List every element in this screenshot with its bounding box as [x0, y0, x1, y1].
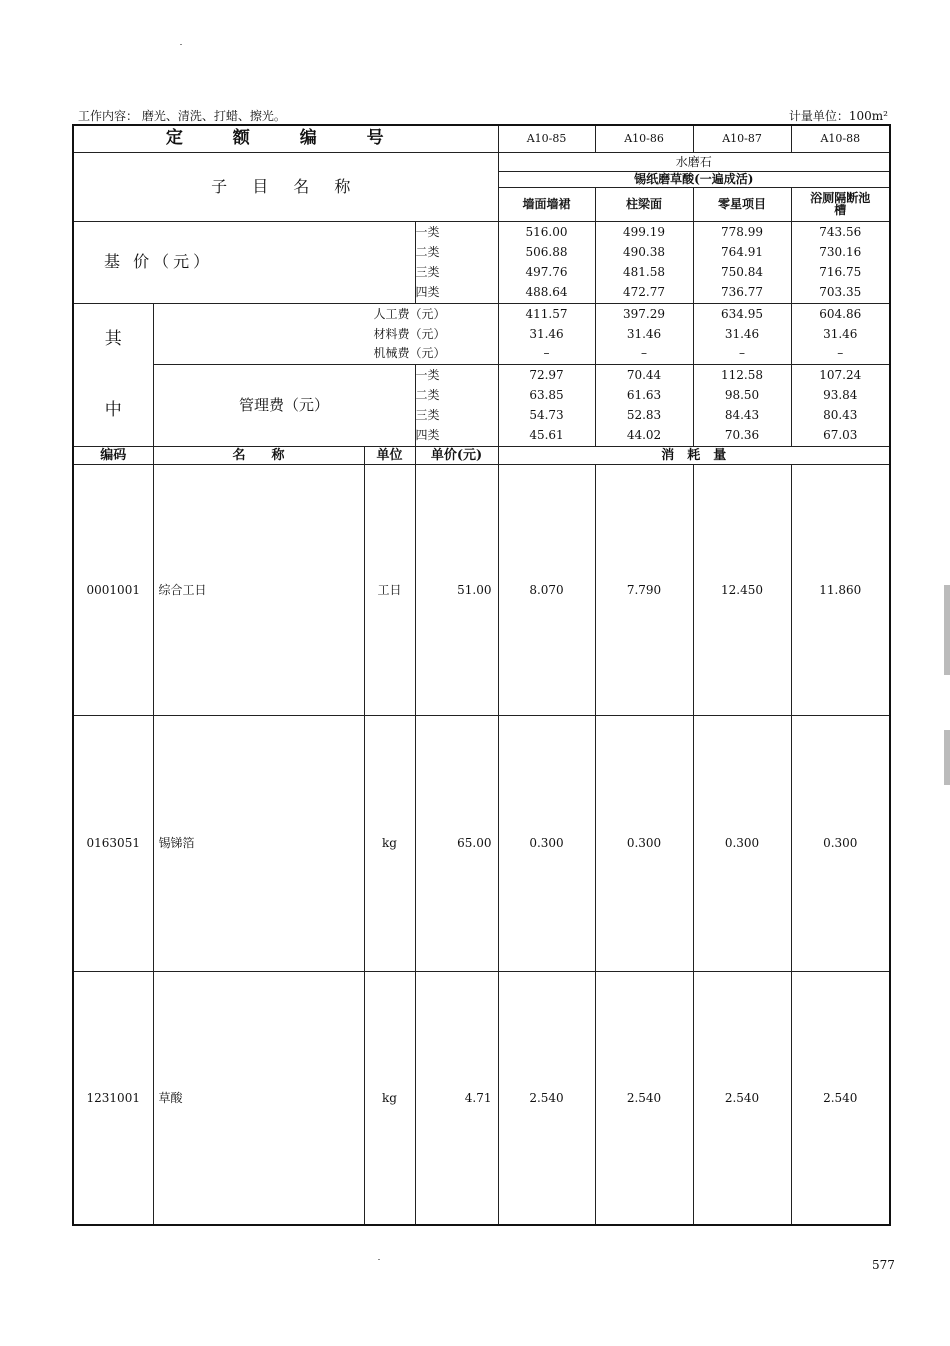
consumption-value: 2.540	[595, 971, 693, 1225]
mgmt-fee-row	[73, 365, 890, 447]
base-price-cell	[498, 221, 595, 303]
consumption-value: 0.300	[791, 716, 890, 972]
base-price-value: 703.35	[819, 284, 862, 299]
resource-row	[73, 971, 890, 1225]
resource-unit: kg	[364, 716, 415, 972]
consumption-value: 0.300	[693, 716, 791, 972]
quota-number-row	[73, 125, 890, 152]
labor-fee: 604.86	[819, 307, 862, 322]
consumption-value: 12.450	[693, 465, 791, 716]
resource-name: 草酸	[153, 971, 364, 1225]
base-price-value: 497.76	[525, 264, 568, 279]
resource-price: 51.00	[415, 465, 498, 716]
material-fee-label: 材料费（元）	[373, 326, 446, 341]
category: 水磨石	[498, 152, 890, 171]
resource-name: 锡锑箔	[153, 716, 364, 972]
resource-code: 0001001	[73, 465, 153, 716]
base-price-value: 490.38	[623, 244, 666, 259]
base-price-row	[73, 221, 890, 303]
mgmt-fee-cell	[791, 365, 890, 447]
resource-name: 综合工日	[153, 465, 364, 716]
mgmt-fee-value: 72.97	[529, 368, 564, 383]
mgmt-fee-value: 107.24	[819, 368, 862, 383]
class-label: 三类	[415, 264, 440, 279]
base-price-label: 基 价（元）	[73, 221, 415, 303]
class-label: 四类	[415, 284, 440, 299]
base-price-value: 736.77	[721, 284, 764, 299]
work-content: 工作内容： 磨光、清洗、打蜡、擦光。	[78, 109, 286, 123]
mgmt-fee-cell	[693, 365, 791, 447]
mgmt-fee-value: 84.43	[724, 408, 760, 423]
base-price-value: 481.58	[623, 264, 666, 279]
class-label: 二类	[415, 244, 440, 259]
item-name: 浴厕隔断池槽	[791, 187, 890, 221]
consumption-value: 2.540	[498, 971, 595, 1225]
of-which-char: 中	[104, 400, 122, 421]
item-name: 墙面墙裙	[498, 187, 595, 221]
item-name: 零星项目	[693, 187, 791, 221]
base-price-cell	[595, 221, 693, 303]
class-label: 一类	[415, 368, 440, 383]
scan-speck	[378, 1259, 380, 1260]
mgmt-fee-value: 44.02	[626, 427, 662, 442]
category-row	[73, 152, 890, 171]
resource-header-row	[73, 447, 890, 465]
base-price-value: 750.84	[721, 264, 764, 279]
machine-fee-label: 机械费（元）	[373, 345, 446, 360]
labor-fee: 634.95	[721, 307, 764, 322]
subcategory: 锡纸磨草酸(一遍成活)	[498, 171, 890, 187]
resource-unit: kg	[364, 971, 415, 1225]
fee-cell	[693, 303, 791, 364]
quota-code: A10-87	[693, 125, 791, 152]
labor-fee-label: 人工费（元）	[373, 307, 446, 322]
class-list	[415, 365, 498, 447]
fee-labels	[153, 303, 498, 364]
material-fee: 31.46	[823, 326, 858, 341]
col-unit-price: 单价(元)	[415, 447, 498, 465]
class-label: 二类	[415, 388, 440, 403]
page-number: 577	[872, 1258, 895, 1272]
resource-row	[73, 716, 890, 972]
resource-unit: 工日	[364, 465, 415, 716]
class-label: 三类	[415, 408, 440, 423]
consumption-value: 2.540	[693, 971, 791, 1225]
of-which-label	[73, 303, 153, 446]
col-name: 名 称	[153, 447, 364, 465]
scan-edge-mark	[944, 730, 950, 785]
machine-fee: –	[739, 345, 746, 360]
class-list	[415, 221, 498, 303]
material-fee: 31.46	[626, 326, 662, 341]
base-price-value: 472.77	[623, 284, 666, 299]
col-code: 编码	[73, 447, 153, 465]
fee-cell	[791, 303, 890, 364]
base-price-value: 716.75	[819, 264, 862, 279]
item-name-label: 子 目 名 称	[73, 152, 498, 221]
mgmt-fee-value: 70.44	[626, 368, 662, 383]
mgmt-fee-value: 54.73	[529, 408, 564, 423]
scan-edge-mark	[944, 585, 950, 675]
base-price-value: 506.88	[525, 244, 568, 259]
quota-table	[72, 124, 891, 1226]
fee-cell	[498, 303, 595, 364]
quota-code: A10-88	[791, 125, 890, 152]
class-label: 一类	[415, 225, 440, 240]
mgmt-fee-cell	[498, 365, 595, 447]
consumption-value: 0.300	[498, 716, 595, 972]
labor-fee: 397.29	[623, 307, 666, 322]
labor-fee: 411.57	[525, 307, 568, 322]
measurement-unit: 计量单位：100m²	[788, 109, 888, 123]
base-price-value: 516.00	[525, 225, 568, 240]
mgmt-fee-value: 98.50	[724, 388, 760, 403]
mgmt-fee-value: 70.36	[724, 427, 760, 442]
mgmt-fee-value: 112.58	[721, 368, 764, 383]
mgmt-fee-value: 45.61	[529, 427, 564, 442]
of-which-char: 其	[104, 329, 122, 350]
mgmt-fee-value: 93.84	[823, 388, 858, 403]
consumption-value: 11.860	[791, 465, 890, 716]
mgmt-fee-value: 63.85	[529, 388, 564, 403]
mgmt-fee-cell	[595, 365, 693, 447]
base-price-value: 778.99	[721, 225, 764, 240]
base-price-value: 499.19	[623, 225, 666, 240]
material-fee: 31.46	[529, 326, 564, 341]
base-price-value: 743.56	[819, 225, 862, 240]
base-price-value: 764.91	[721, 244, 764, 259]
mgmt-fee-label: 管理费（元）	[153, 365, 415, 447]
resource-price: 65.00	[415, 716, 498, 972]
base-price-cell	[791, 221, 890, 303]
scan-speck	[180, 44, 182, 45]
consumption-value: 7.790	[595, 465, 693, 716]
machine-fee: –	[641, 345, 648, 360]
base-price-cell	[693, 221, 791, 303]
quota-number-label: 定 额 编 号	[73, 125, 498, 152]
col-unit: 单位	[364, 447, 415, 465]
machine-fee: –	[837, 345, 844, 360]
base-price-value: 488.64	[525, 284, 568, 299]
mgmt-fee-value: 67.03	[823, 427, 858, 442]
resource-code: 1231001	[73, 971, 153, 1225]
fees-row	[73, 303, 890, 364]
fee-cell	[595, 303, 693, 364]
machine-fee: –	[543, 345, 550, 360]
quota-code: A10-86	[595, 125, 693, 152]
resource-price: 4.71	[415, 971, 498, 1225]
resource-code: 0163051	[73, 716, 153, 972]
base-price-value: 730.16	[819, 244, 862, 259]
item-name: 柱梁面	[595, 187, 693, 221]
mgmt-fee-value: 61.63	[626, 388, 662, 403]
consumption-value: 0.300	[595, 716, 693, 972]
quota-code: A10-85	[498, 125, 595, 152]
consumption-value: 2.540	[791, 971, 890, 1225]
consumption-value: 8.070	[498, 465, 595, 716]
class-label: 四类	[415, 427, 440, 442]
mgmt-fee-value: 52.83	[626, 408, 662, 423]
mgmt-fee-value: 80.43	[823, 408, 858, 423]
col-consumption: 消 耗 量	[498, 447, 890, 465]
material-fee: 31.46	[724, 326, 760, 341]
resource-row	[73, 465, 890, 716]
